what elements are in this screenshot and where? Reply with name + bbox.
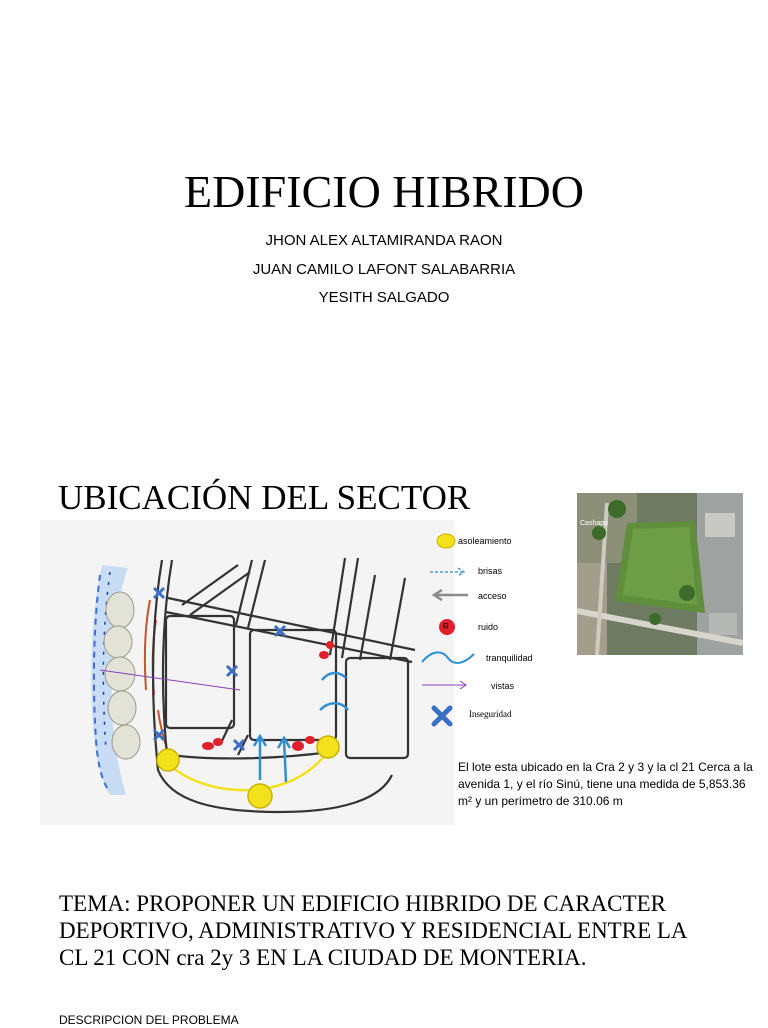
insecurity-x-icon [431,705,453,727]
noise-icon-letter: R [443,622,449,631]
sun-icon [436,533,456,549]
author-name: YESITH SALGADO [318,289,450,306]
view-arrow-icon [420,679,470,691]
tranquility-wave-icon [420,648,476,668]
legend-label-asoleamiento: asoleamiento [458,536,512,546]
site-analysis-sketch [40,520,454,825]
lot-description: El lote esta ubicado en la Cra 2 y 3 y la cl 21 Cerca a la avenida 1, y el río Sinú, tiene una medida de 5,853.36 m² y un perímetro de 310.06 m [458,760,753,808]
legend-label-tranquilidad: tranquilidad [486,653,533,663]
legend-label-ruido: ruido [478,622,499,632]
legend-label-acceso: acceso [478,591,507,601]
aerial-photo [577,493,743,655]
project-theme: TEMA: PROPONER UN EDIFICIO HIBRIDO DE CARACTER DEPORTIVO, ADMINISTRATIVO Y RESIDENCIAL ENTRE LA CL 21 CON cra 2y 3 EN LA CIUDAD DE MONTERIA. [59,891,687,970]
author-name: JHON ALEX ALTAMIRANDA RAON [265,232,503,249]
access-arrow-icon [430,589,470,601]
breeze-arrow-icon [428,566,468,578]
author-name: JUAN CAMILO LAFONT SALABARRIA [252,261,516,278]
document-title: EDIFICIO HIBRIDO [184,166,584,217]
section-title: UBICACIÓN DEL SECTOR [58,478,471,517]
legend-label-brisas: brisas [478,566,503,576]
photo-map-label: Cashapo [580,520,609,527]
legend-label-vistas: vistas [491,681,515,691]
problem-heading: DESCRIPCION DEL PROBLEMA [59,1013,239,1027]
legend-label-inseguridad: Inseguridad [469,709,512,719]
